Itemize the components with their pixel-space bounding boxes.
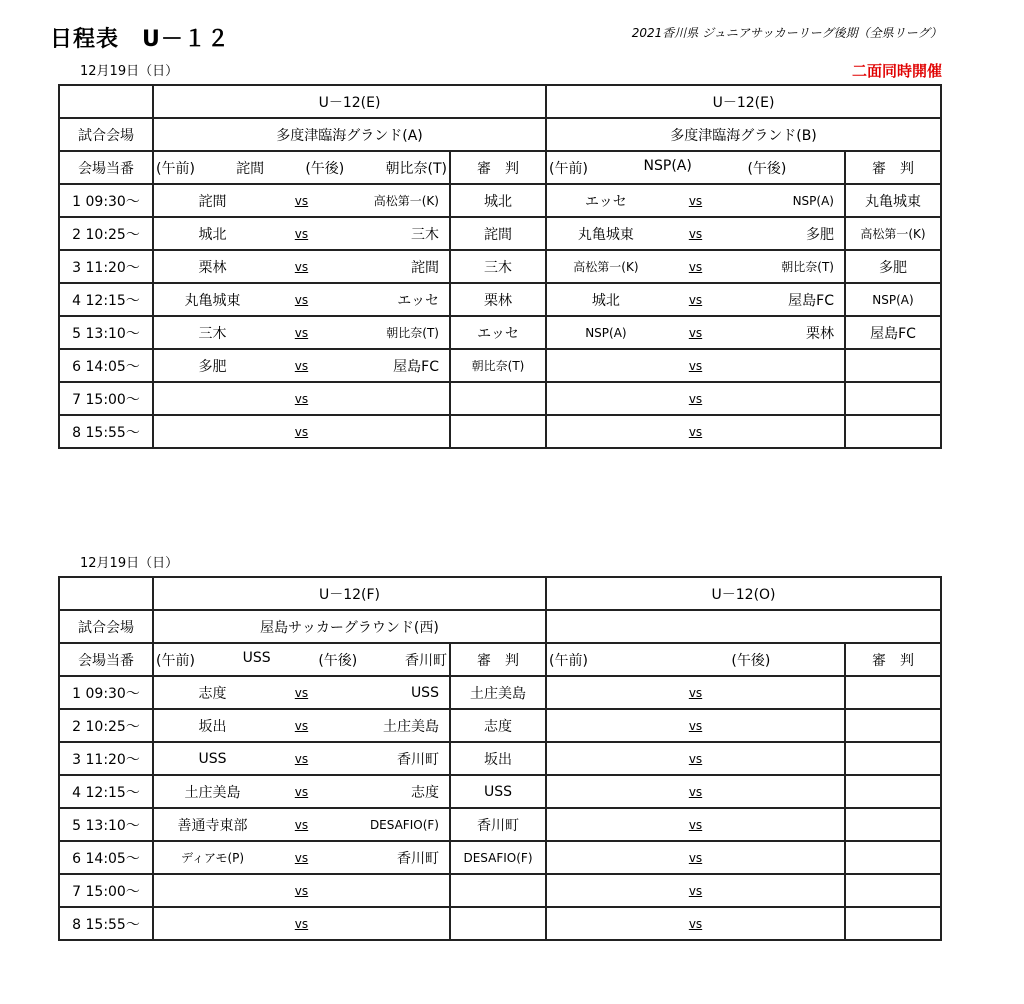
home-team: 丸亀城東 — [577, 226, 634, 243]
table-row — [59, 283, 941, 316]
vs-label: vs — [294, 718, 309, 733]
match-left — [153, 415, 450, 448]
match-right — [546, 250, 845, 283]
table-row — [59, 907, 941, 940]
home-team: エッセ — [585, 193, 627, 210]
table-row — [59, 841, 941, 874]
duty-right-content — [547, 158, 844, 178]
match-left-content — [158, 677, 445, 708]
match-left — [153, 382, 450, 415]
vs-label: vs — [294, 751, 309, 766]
vs-label: vs — [294, 784, 309, 799]
time-slot: 8 15:55～ — [59, 907, 153, 940]
referee-left: 土庄美島 — [450, 676, 546, 709]
match-right-content — [551, 842, 840, 873]
vs-label: vs — [294, 292, 309, 307]
match-right-content — [551, 875, 840, 906]
time-slot: 1 09:30～ — [59, 676, 153, 709]
corner-cell — [59, 85, 153, 118]
duty-pm-team: 朝比奈(T) — [385, 160, 447, 177]
match-left-content — [158, 875, 445, 906]
match-left — [153, 349, 450, 382]
match-right-content — [551, 416, 840, 447]
home-team: NSP(A) — [585, 325, 627, 340]
referee-left — [450, 907, 546, 940]
section-1-date: 12月19日（日） — [80, 64, 179, 79]
duty-left — [153, 643, 450, 676]
referee-header-right: 審 判 — [845, 151, 941, 184]
home-team: 丸亀城東 — [184, 292, 241, 309]
duty-am-label: (午前) — [549, 160, 588, 177]
vs-label: vs — [688, 718, 703, 733]
match-left — [153, 874, 450, 907]
time-slot: 6 14:05～ — [59, 349, 153, 382]
vs-label: vs — [688, 193, 703, 208]
table-row — [59, 349, 941, 382]
match-left-content — [158, 350, 445, 381]
match-left — [153, 217, 450, 250]
match-left — [153, 775, 450, 808]
home-team: 高松第一(K) — [573, 260, 639, 274]
vs-label: vs — [294, 883, 309, 898]
away-team: 高松第一(K) — [373, 194, 439, 208]
referee-right: 丸亀城東 — [845, 184, 941, 217]
referee-left: USS — [450, 775, 546, 808]
referee-right — [845, 709, 941, 742]
schedule-table-1 — [58, 84, 942, 449]
match-right — [546, 709, 845, 742]
match-left — [153, 250, 450, 283]
table-row — [59, 250, 941, 283]
table-row — [59, 415, 941, 448]
league-title: 2021香川県 ジュニアサッカーリーグ後期（全県リーグ） — [631, 26, 942, 40]
referee-left — [450, 415, 546, 448]
section-2-date: 12月19日（日） — [80, 556, 179, 571]
away-team: 多肥 — [805, 226, 834, 243]
time-slot: 3 11:20～ — [59, 742, 153, 775]
away-team: 屋島FC — [393, 358, 439, 375]
vs-label: vs — [688, 259, 703, 274]
home-team: 坂出 — [198, 718, 227, 735]
match-right-content — [551, 317, 840, 348]
referee-header-right: 審 判 — [845, 643, 941, 676]
home-team: USS — [198, 750, 227, 767]
time-slot: 7 15:00～ — [59, 382, 153, 415]
match-right-content — [551, 776, 840, 807]
vs-label: vs — [294, 193, 309, 208]
away-team: 香川町 — [396, 850, 439, 867]
time-slot: 5 13:10～ — [59, 316, 153, 349]
away-team: エッセ — [397, 292, 439, 309]
match-right-content — [551, 251, 840, 282]
referee-header-left: 審 判 — [450, 643, 546, 676]
duty-left — [153, 151, 450, 184]
match-left — [153, 316, 450, 349]
vs-label: vs — [688, 226, 703, 241]
referee-left: 城北 — [450, 184, 546, 217]
duty-am-team: NSP(A) — [643, 157, 692, 174]
match-left-content — [158, 317, 445, 348]
referee-right: 多肥 — [845, 250, 941, 283]
vs-label: vs — [688, 358, 703, 373]
match-left — [153, 283, 450, 316]
vs-label: vs — [688, 292, 703, 307]
match-right — [546, 382, 845, 415]
match-left — [153, 709, 450, 742]
vs-label: vs — [294, 850, 309, 865]
match-left-content — [158, 185, 445, 216]
home-team: 三木 — [198, 325, 227, 342]
referee-header-left: 審 判 — [450, 151, 546, 184]
referee-left: 栗林 — [450, 283, 546, 316]
away-team: 朝比奈(T) — [386, 326, 439, 340]
home-team: 善通寺東部 — [177, 817, 248, 834]
away-team: 土庄美島 — [382, 718, 439, 735]
match-left-content — [158, 776, 445, 807]
schedule-table-2 — [58, 576, 942, 941]
duty-pm-label: (午後) — [747, 160, 787, 177]
time-slot: 7 15:00～ — [59, 874, 153, 907]
away-team: 志度 — [410, 784, 439, 801]
duty-right — [546, 151, 845, 184]
home-team: 栗林 — [198, 259, 227, 276]
time-slot: 4 12:15～ — [59, 283, 153, 316]
referee-left: DESAFIO(F) — [450, 841, 546, 874]
page-title: 日程表 U－１２ — [50, 27, 230, 52]
home-team: 土庄美島 — [184, 784, 241, 801]
division-left: U－12(E) — [153, 85, 546, 118]
table-row — [59, 808, 941, 841]
venue-left: 屋島サッカーグラウンド(西) — [153, 610, 546, 643]
vs-label: vs — [688, 325, 703, 340]
match-right — [546, 283, 845, 316]
match-right-content — [551, 284, 840, 315]
home-team: ディアモ(P) — [180, 851, 245, 865]
home-team: 多肥 — [198, 358, 227, 375]
referee-right — [845, 676, 941, 709]
duty-right-content — [547, 650, 844, 670]
match-right — [546, 676, 845, 709]
match-left-content — [158, 284, 445, 315]
match-right-content — [551, 677, 840, 708]
away-team: 栗林 — [805, 325, 834, 342]
table-row — [59, 382, 941, 415]
match-left — [153, 808, 450, 841]
referee-right: NSP(A) — [845, 283, 941, 316]
vs-label: vs — [688, 850, 703, 865]
match-right — [546, 742, 845, 775]
match-right — [546, 184, 845, 217]
vs-label: vs — [688, 784, 703, 799]
vs-label: vs — [294, 259, 309, 274]
referee-right — [845, 349, 941, 382]
match-right-content — [551, 185, 840, 216]
away-team: DESAFIO(F) — [369, 817, 439, 832]
vs-label: vs — [688, 883, 703, 898]
home-team: 城北 — [198, 226, 227, 243]
referee-left: エッセ — [450, 316, 546, 349]
duty-pm-label: (午後) — [305, 160, 345, 177]
table-row — [59, 775, 941, 808]
home-team: 詫間 — [198, 193, 227, 210]
table-row — [59, 709, 941, 742]
match-left-content — [158, 416, 445, 447]
duty-am-team: USS — [242, 649, 271, 666]
corner-cell — [59, 577, 153, 610]
away-team: 香川町 — [396, 751, 439, 768]
venue-right — [546, 610, 941, 643]
duty-am-label: (午前) — [549, 652, 588, 669]
match-right-content — [551, 218, 840, 249]
match-left-content — [158, 809, 445, 840]
match-left — [153, 676, 450, 709]
away-team: USS — [410, 684, 439, 701]
referee-right — [845, 874, 941, 907]
time-slot: 2 10:25～ — [59, 217, 153, 250]
match-right — [546, 808, 845, 841]
referee-right: 屋島FC — [845, 316, 941, 349]
time-slot: 8 15:55～ — [59, 415, 153, 448]
match-right — [546, 907, 845, 940]
match-right — [546, 217, 845, 250]
match-right — [546, 316, 845, 349]
time-slot: 6 14:05～ — [59, 841, 153, 874]
match-right-content — [551, 350, 840, 381]
referee-left: 朝比奈(T) — [450, 349, 546, 382]
match-right — [546, 415, 845, 448]
vs-label: vs — [688, 817, 703, 832]
vs-label: vs — [688, 424, 703, 439]
duty-pm-team: 香川町 — [404, 652, 447, 669]
duty-pm-label: (午後) — [731, 652, 771, 669]
duty-label: 会場当番 — [59, 643, 153, 676]
table-row — [59, 742, 941, 775]
venue-label: 試合会場 — [59, 610, 153, 643]
time-slot: 3 11:20～ — [59, 250, 153, 283]
match-right-content — [551, 710, 840, 741]
home-team: 城北 — [591, 292, 620, 309]
vs-label: vs — [688, 751, 703, 766]
simultaneous-notice: 二面同時開催 — [851, 62, 942, 80]
referee-left — [450, 874, 546, 907]
away-team: 朝比奈(T) — [781, 260, 834, 274]
referee-right — [845, 415, 941, 448]
referee-left: 三木 — [450, 250, 546, 283]
venue-left: 多度津臨海グランド(A) — [153, 118, 546, 151]
vs-label: vs — [294, 685, 309, 700]
away-team: NSP(A) — [792, 193, 834, 208]
referee-right: 高松第一(K) — [845, 217, 941, 250]
time-slot: 1 09:30～ — [59, 184, 153, 217]
duty-left-content — [154, 650, 449, 670]
away-team: 三木 — [410, 226, 439, 243]
venue-label: 試合会場 — [59, 118, 153, 151]
duty-left-content — [154, 158, 449, 178]
match-right — [546, 841, 845, 874]
referee-left — [450, 382, 546, 415]
vs-label: vs — [294, 358, 309, 373]
match-right — [546, 349, 845, 382]
duty-right — [546, 643, 845, 676]
vs-label: vs — [294, 424, 309, 439]
vs-label: vs — [294, 226, 309, 241]
duty-label: 会場当番 — [59, 151, 153, 184]
division-right: U－12(O) — [546, 577, 941, 610]
match-right-content — [551, 809, 840, 840]
referee-left: 詫間 — [450, 217, 546, 250]
division-left: U－12(F) — [153, 577, 546, 610]
match-left-content — [158, 908, 445, 939]
referee-right — [845, 808, 941, 841]
home-team: 志度 — [198, 685, 227, 702]
referee-right — [845, 841, 941, 874]
match-right-content — [551, 908, 840, 939]
referee-left: 坂出 — [450, 742, 546, 775]
match-left-content — [158, 218, 445, 249]
venue-right: 多度津臨海グランド(B) — [546, 118, 941, 151]
referee-left: 香川町 — [450, 808, 546, 841]
duty-pm-label: (午後) — [318, 652, 358, 669]
referee-right — [845, 742, 941, 775]
time-slot: 5 13:10～ — [59, 808, 153, 841]
time-slot: 4 12:15～ — [59, 775, 153, 808]
vs-label: vs — [688, 685, 703, 700]
match-left-content — [158, 383, 445, 414]
match-right — [546, 775, 845, 808]
match-left — [153, 841, 450, 874]
match-left-content — [158, 842, 445, 873]
table-row — [59, 217, 941, 250]
referee-left: 志度 — [450, 709, 546, 742]
match-left — [153, 907, 450, 940]
vs-label: vs — [294, 325, 309, 340]
duty-am-label: (午前) — [156, 652, 195, 669]
match-left-content — [158, 251, 445, 282]
table-row — [59, 676, 941, 709]
vs-label: vs — [294, 817, 309, 832]
match-left — [153, 742, 450, 775]
match-left-content — [158, 710, 445, 741]
referee-right — [845, 775, 941, 808]
vs-label: vs — [688, 916, 703, 931]
table-row — [59, 316, 941, 349]
table-row — [59, 874, 941, 907]
table-row — [59, 184, 941, 217]
referee-right — [845, 907, 941, 940]
away-team: 屋島FC — [788, 292, 834, 309]
away-team: 詫間 — [410, 259, 439, 276]
vs-label: vs — [688, 391, 703, 406]
match-left-content — [158, 743, 445, 774]
referee-right — [845, 382, 941, 415]
match-right-content — [551, 383, 840, 414]
match-left — [153, 184, 450, 217]
time-slot: 2 10:25～ — [59, 709, 153, 742]
duty-am-team: 詫間 — [236, 160, 265, 177]
match-right-content — [551, 743, 840, 774]
vs-label: vs — [294, 391, 309, 406]
vs-label: vs — [294, 916, 309, 931]
duty-am-label: (午前) — [156, 160, 195, 177]
match-right — [546, 874, 845, 907]
division-right: U－12(E) — [546, 85, 941, 118]
